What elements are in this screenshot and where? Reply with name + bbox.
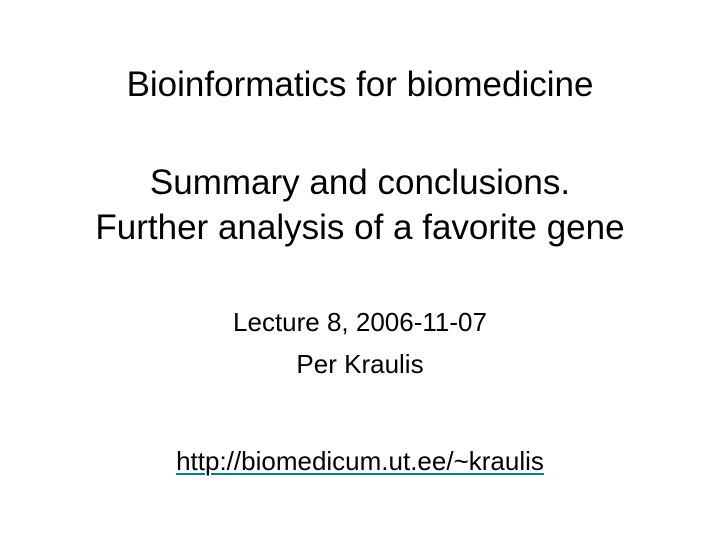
lecture-info: Lecture 8, 2006-11-07 bbox=[233, 307, 487, 337]
subtitle-line-1: Summary and conclusions. bbox=[149, 163, 571, 202]
subtitle-line-2: Further analysis of a favorite gene bbox=[95, 208, 625, 247]
slide-title: Bioinformatics for biomedicine bbox=[126, 65, 594, 104]
homepage-link[interactable]: http://biomedicum.ut.ee/~kraulis bbox=[176, 446, 544, 476]
url-container bbox=[0, 445, 720, 477]
author-name: Per Kraulis bbox=[296, 349, 424, 379]
